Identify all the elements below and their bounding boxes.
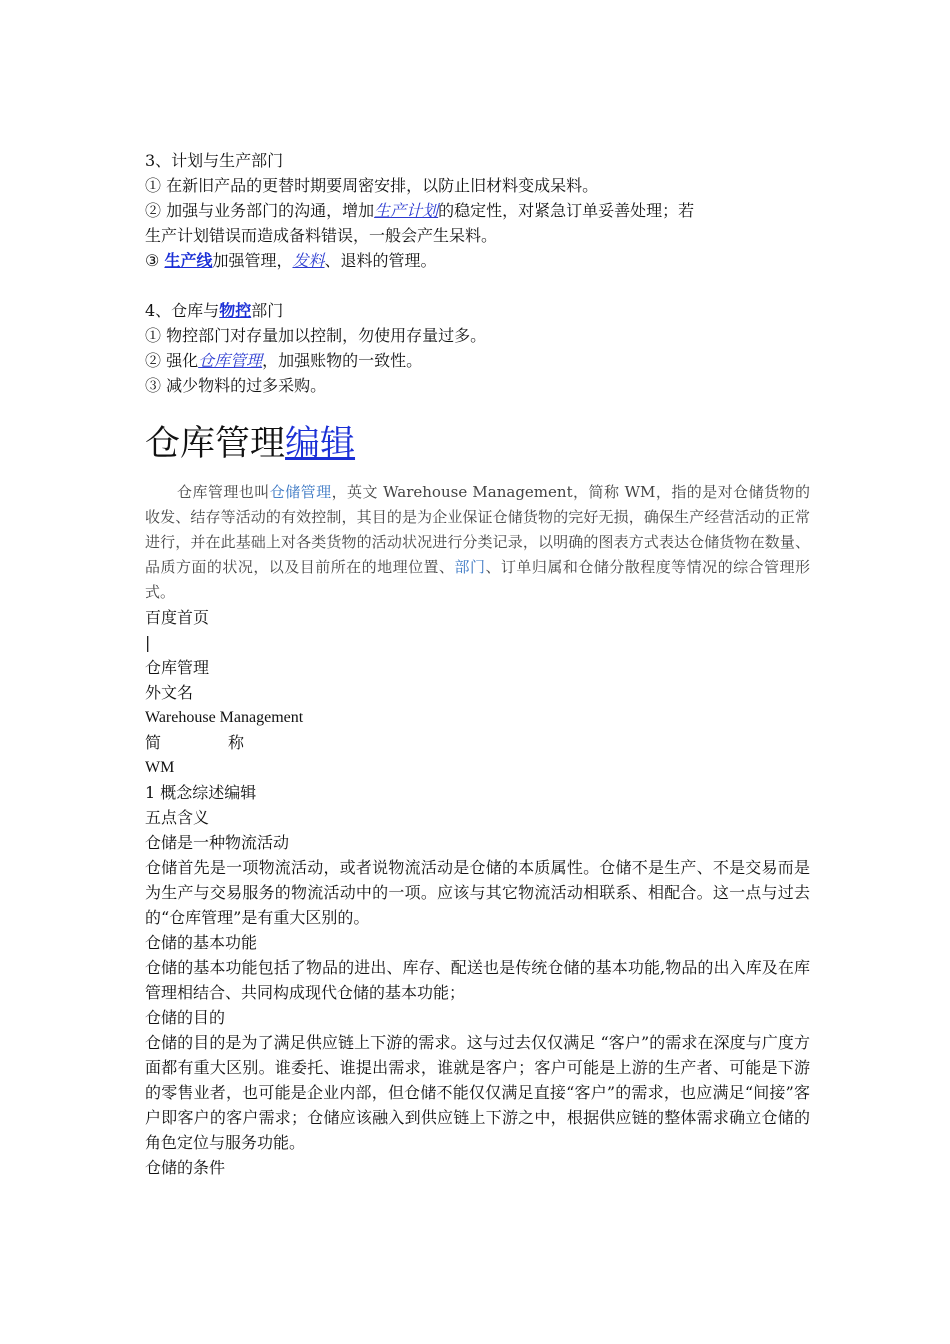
- page-heading: [145, 420, 810, 468]
- section-3-item-3: [145, 248, 810, 273]
- point-2-title: 仓储的基本功能: [145, 933, 258, 952]
- abbreviation-value: WM: [145, 759, 175, 776]
- section-4-item-2: [145, 348, 810, 373]
- concept-section-title: 1 概念综述编辑: [145, 783, 257, 802]
- point-2-text: 仓储的基本功能包括了物品的进出、库存、配送也是传统仓储的基本功能,物品的出入库及在库管理相结合、共同构成现代仓储的基本功能；: [145, 958, 810, 1002]
- text-span: 部门: [251, 301, 284, 320]
- text-span: 的稳定性，对紧急订单妥善处理；若: [438, 201, 695, 220]
- foreign-name-value: Warehouse Management: [145, 709, 304, 726]
- point-3-title: 仓储的目的: [145, 1008, 226, 1027]
- point-1-text: 仓储首先是一项物流活动，或者说物流活动是仓储的本质属性。仓储不是生产、不是交易而是为生产与交易服务的物流活动中的一项。应该与其它物流活动相联系、相配合。这一点与过去的“仓库管理”是有重大区别的。: [145, 858, 810, 927]
- infobox-name: 仓库管理: [145, 658, 210, 677]
- section-3-item-2: [145, 198, 810, 248]
- separator-bar: |: [145, 633, 151, 652]
- issue-material-link[interactable]: 发料: [292, 251, 325, 270]
- warehouse-management-link[interactable]: 仓库管理: [198, 351, 263, 370]
- section-3-title: 3、计划与生产部门: [145, 151, 284, 170]
- section-4-item-3: ③ 减少物料的过多采购。: [145, 376, 327, 395]
- text-span: ② 强化: [145, 351, 199, 370]
- text-span: 、退料的管理。: [324, 251, 437, 270]
- text-span: 仓库管理也叫: [177, 483, 270, 501]
- text-span: 简: [145, 733, 162, 752]
- text-span: ③: [145, 251, 165, 270]
- text-span: 加强管理，: [212, 251, 293, 270]
- heading-text: 仓库管理: [145, 424, 286, 464]
- text-span: ，加强账物的一致性。: [262, 351, 423, 370]
- foreign-name-label: 外文名: [145, 683, 194, 702]
- section-4-item-1: ① 物控部门对存量加以控制，勿使用存量过多。: [145, 326, 487, 345]
- baidu-home-text: 百度首页: [145, 608, 210, 627]
- edit-link[interactable]: 编辑: [285, 424, 356, 464]
- section-3-item-1: ① 在新旧产品的更替时期要周密安排，以防止旧材料变成呆料。: [145, 176, 599, 195]
- text-span: 称: [228, 733, 245, 752]
- text-span: 生产计划错误而造成备料错误，一般会产生呆料。: [145, 226, 498, 245]
- abbreviation-label: [145, 730, 810, 755]
- text-span: 4、仓库与: [145, 301, 220, 320]
- text-span: ，英文 Warehouse Management，简称 WM，指的是对仓储货物的收发、结存等活动的有效控制，其目的是为企业保证仓储货物的完好无损，确保生产经营活动的正常进行，并在此基础上对各类货物的活动状况进行分类记录，以明确的图表方式表达仓储货物在数量、品质方面的状况，以及目前所在的地理位置、: [145, 483, 810, 576]
- storage-management-link[interactable]: 仓储管理: [269, 483, 332, 501]
- five-points-title: 五点含义: [145, 808, 210, 827]
- point-1-title: 仓储是一种物流活动: [145, 833, 290, 852]
- document-page: [145, 148, 810, 1180]
- summary-paragraph: [145, 480, 810, 605]
- production-line-link[interactable]: 生产线: [164, 251, 213, 270]
- department-link[interactable]: 部门: [454, 558, 486, 576]
- spacer: [145, 273, 810, 298]
- text-span: ② 加强与业务部门的沟通，增加: [145, 201, 375, 220]
- material-control-link[interactable]: 物控: [219, 301, 252, 320]
- production-plan-link[interactable]: 生产计划: [374, 201, 439, 220]
- point-3-text: 仓储的目的是为了满足供应链上下游的需求。这与过去仅仅满足 “客户”的需求在深度与广度方面都有重大区别。谁委托、谁提出需求，谁就是客户；客户可能是上游的生产者、可能是下游的零售业者，也可能是企业内部，但仓储不能仅仅满足直接“客户”的需求，也应满足“间接”客户即客户的客户需求；仓储应该融入到供应链上下游之中，根据供应链的整体需求确立仓储的角色定位与服务功能。: [145, 1033, 810, 1152]
- point-4-title: 仓储的条件: [145, 1158, 226, 1177]
- section-4-title: [145, 298, 810, 323]
- text-span: 、订单归属和仓储分散程度等情况的综合管理形式。: [145, 558, 810, 601]
